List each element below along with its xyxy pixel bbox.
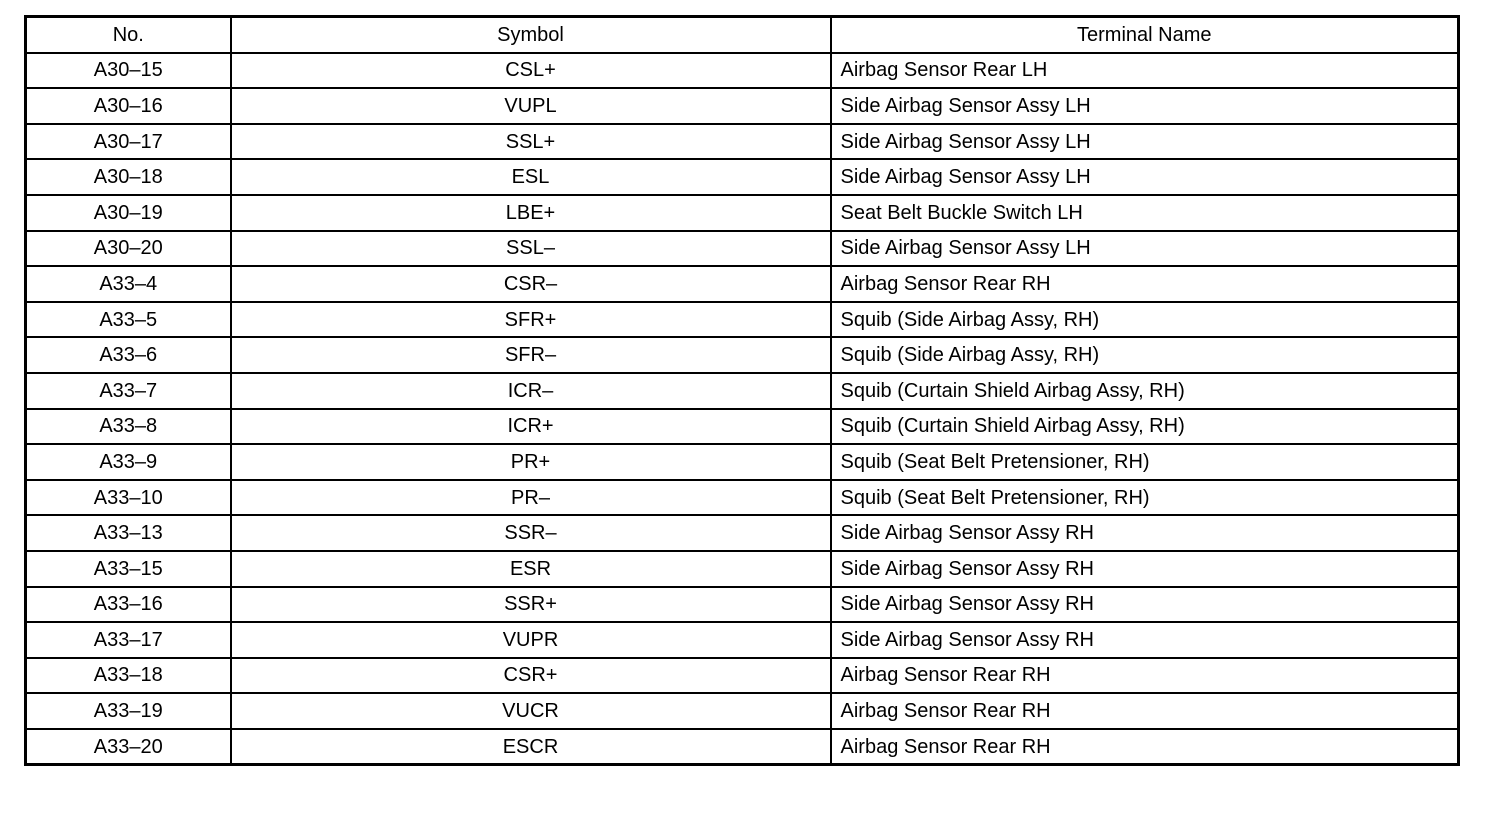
table-row (26, 551, 1459, 587)
cell-symbol: SSR+ (231, 587, 831, 623)
cell-symbol: ICR– (231, 373, 831, 409)
cell-terminal-name: Squib (Seat Belt Pretensioner, RH) (831, 444, 1459, 480)
cell-no: A33–10 (26, 480, 231, 516)
cell-terminal-name: Squib (Curtain Shield Airbag Assy, RH) (831, 373, 1459, 409)
cell-no: A33–7 (26, 373, 231, 409)
cell-terminal-name: Airbag Sensor Rear RH (831, 266, 1459, 302)
cell-symbol: VUCR (231, 693, 831, 729)
cell-terminal-name: Side Airbag Sensor Assy LH (831, 231, 1459, 267)
table-row (26, 302, 1459, 338)
cell-terminal-name: Squib (Curtain Shield Airbag Assy, RH) (831, 409, 1459, 445)
table-row (26, 587, 1459, 623)
cell-no: A30–16 (26, 88, 231, 124)
table-row (26, 231, 1459, 267)
cell-terminal-name: Squib (Side Airbag Assy, RH) (831, 302, 1459, 338)
table-row (26, 159, 1459, 195)
cell-terminal-name: Side Airbag Sensor Assy LH (831, 159, 1459, 195)
cell-symbol: CSR+ (231, 658, 831, 694)
table-row (26, 444, 1459, 480)
cell-symbol: SSL+ (231, 124, 831, 160)
cell-symbol: SSL– (231, 231, 831, 267)
table-row (26, 337, 1459, 373)
cell-no: A30–19 (26, 195, 231, 231)
cell-symbol: ESL (231, 159, 831, 195)
table-row (26, 658, 1459, 694)
header-no: No. (26, 17, 231, 53)
cell-symbol: VUPL (231, 88, 831, 124)
cell-no: A30–15 (26, 53, 231, 89)
cell-terminal-name: Side Airbag Sensor Assy RH (831, 551, 1459, 587)
cell-terminal-name: Airbag Sensor Rear RH (831, 658, 1459, 694)
cell-terminal-name: Squib (Side Airbag Assy, RH) (831, 337, 1459, 373)
header-row (26, 17, 1459, 53)
cell-no: A33–18 (26, 658, 231, 694)
cell-terminal-name: Side Airbag Sensor Assy RH (831, 622, 1459, 658)
table-row (26, 622, 1459, 658)
table-row (26, 480, 1459, 516)
cell-terminal-name: Side Airbag Sensor Assy RH (831, 515, 1459, 551)
cell-terminal-name: Airbag Sensor Rear LH (831, 53, 1459, 89)
table-row (26, 124, 1459, 160)
cell-no: A33–20 (26, 729, 231, 765)
cell-no: A33–4 (26, 266, 231, 302)
cell-symbol: ESR (231, 551, 831, 587)
cell-terminal-name: Airbag Sensor Rear RH (831, 729, 1459, 765)
table-row (26, 88, 1459, 124)
cell-no: A33–19 (26, 693, 231, 729)
table-row (26, 515, 1459, 551)
cell-symbol: ESCR (231, 729, 831, 765)
terminal-table (24, 15, 1460, 766)
cell-no: A30–20 (26, 231, 231, 267)
table-row (26, 53, 1459, 89)
table-body (26, 53, 1459, 765)
table-row (26, 373, 1459, 409)
header-terminal-name: Terminal Name (831, 17, 1459, 53)
cell-symbol: SFR+ (231, 302, 831, 338)
cell-symbol: SSR– (231, 515, 831, 551)
cell-no: A33–5 (26, 302, 231, 338)
cell-symbol: CSL+ (231, 53, 831, 89)
cell-symbol: ICR+ (231, 409, 831, 445)
cell-symbol: SFR– (231, 337, 831, 373)
cell-no: A33–17 (26, 622, 231, 658)
table-row (26, 195, 1459, 231)
cell-terminal-name: Squib (Seat Belt Pretensioner, RH) (831, 480, 1459, 516)
table-row (26, 266, 1459, 302)
cell-terminal-name: Side Airbag Sensor Assy LH (831, 88, 1459, 124)
cell-no: A33–9 (26, 444, 231, 480)
cell-no: A33–8 (26, 409, 231, 445)
cell-terminal-name: Airbag Sensor Rear RH (831, 693, 1459, 729)
cell-no: A33–6 (26, 337, 231, 373)
cell-no: A33–15 (26, 551, 231, 587)
cell-no: A33–16 (26, 587, 231, 623)
cell-symbol: PR+ (231, 444, 831, 480)
cell-no: A33–13 (26, 515, 231, 551)
cell-symbol: CSR– (231, 266, 831, 302)
cell-terminal-name: Side Airbag Sensor Assy RH (831, 587, 1459, 623)
table-row (26, 409, 1459, 445)
cell-symbol: LBE+ (231, 195, 831, 231)
cell-symbol: VUPR (231, 622, 831, 658)
table-row (26, 693, 1459, 729)
header-symbol: Symbol (231, 17, 831, 53)
cell-terminal-name: Seat Belt Buckle Switch LH (831, 195, 1459, 231)
cell-terminal-name: Side Airbag Sensor Assy LH (831, 124, 1459, 160)
table-row (26, 729, 1459, 765)
cell-no: A30–17 (26, 124, 231, 160)
cell-symbol: PR– (231, 480, 831, 516)
cell-no: A30–18 (26, 159, 231, 195)
table-header (26, 17, 1459, 53)
